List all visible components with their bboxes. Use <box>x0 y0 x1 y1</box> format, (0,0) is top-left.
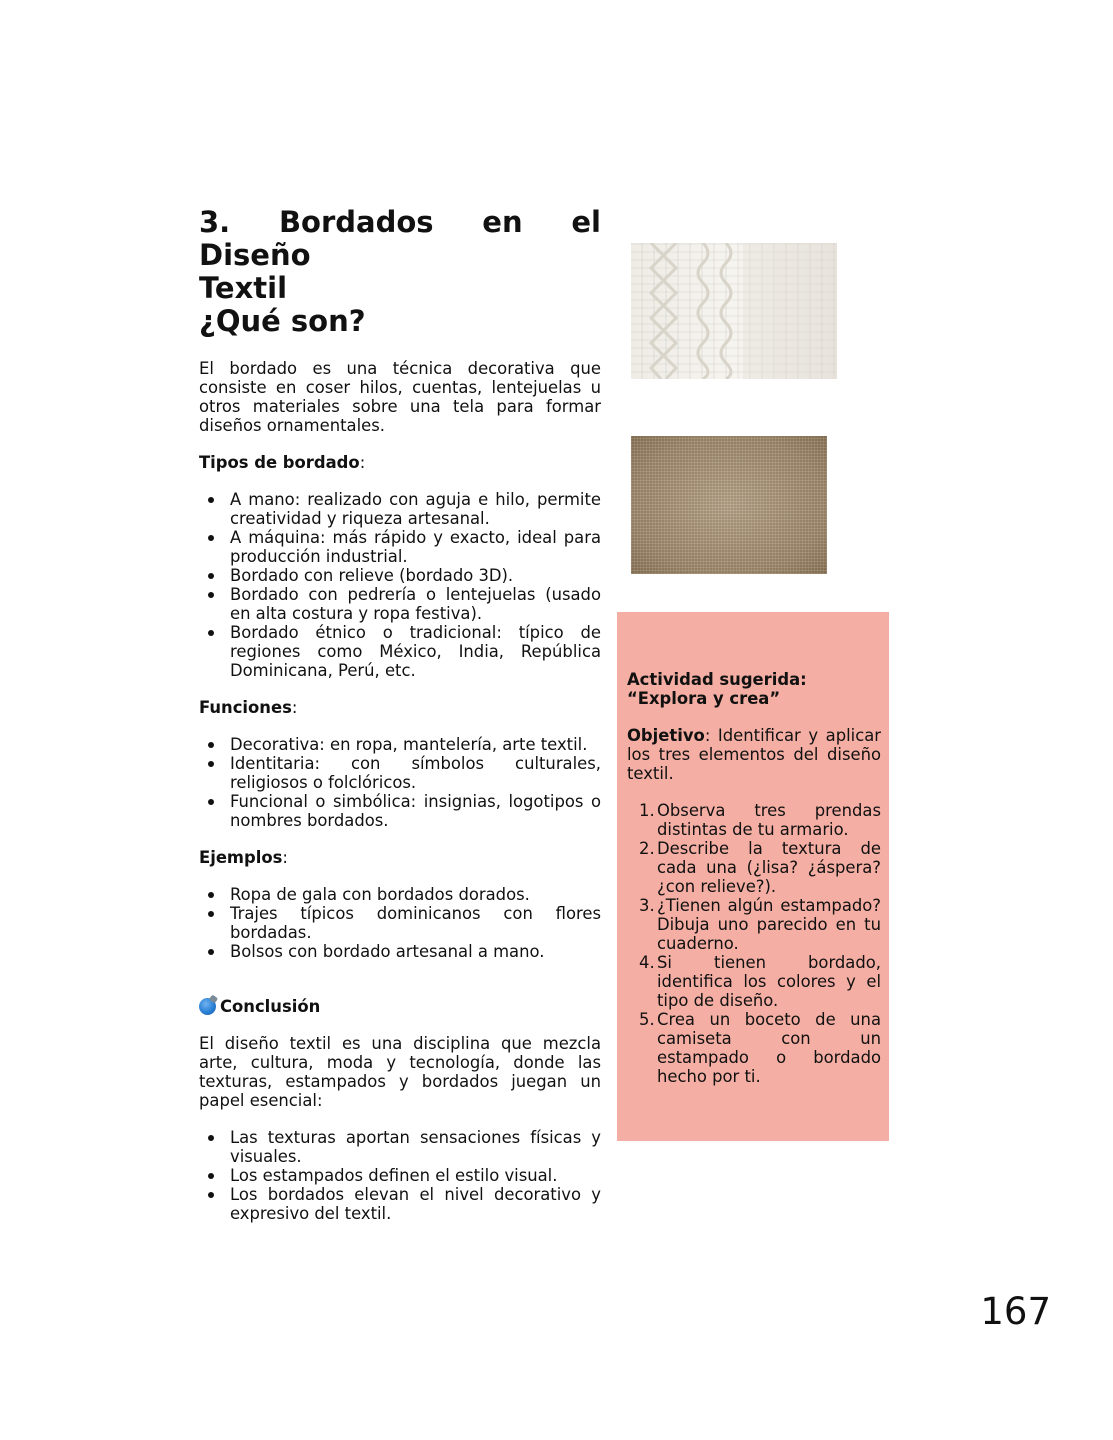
list-item: A mano: realizado con aguja e hilo, permite creatividad y riqueza artesanal. <box>230 490 601 528</box>
list-item: Bordado con pedrería o lentejuelas (usado en alta costura y ropa festiva). <box>230 585 601 623</box>
funciones-heading-label: Funciones <box>199 698 292 717</box>
activity-title: Actividad sugerida: “Explora y crea” <box>627 670 807 708</box>
funciones-heading: Funciones: <box>199 698 298 717</box>
conclusion-paragraph: El diseño textil es una disciplina que mezcla arte, cultura, moda y tecnología, donde las texturas, estampados y bordados juegan un papel esencial: <box>199 1034 601 1110</box>
tipos-heading-label: Tipos de bordado <box>199 453 360 472</box>
list-item: Ropa de gala con bordados dorados. <box>230 885 601 904</box>
knit-texture-image <box>631 243 837 379</box>
globe-icon <box>199 998 216 1015</box>
ejemplos-list <box>199 885 601 961</box>
section-title <box>199 206 601 338</box>
ejemplos-heading-label: Ejemplos <box>199 848 283 867</box>
list-item: Bordado étnico o tradicional: típico de regiones como México, India, República Dominicana, Perú, etc. <box>230 623 601 680</box>
list-item: ¿Tienen algún estampado? Dibuja uno parecido en tu cuaderno. <box>657 896 881 953</box>
knit-pattern <box>631 243 837 379</box>
conclusion-list <box>199 1128 601 1223</box>
funciones-list <box>199 735 601 830</box>
tipos-list <box>199 490 601 680</box>
list-item: A máquina: más rápido y exacto, ideal para producción industrial. <box>230 528 601 566</box>
ejemplos-heading: Ejemplos: <box>199 848 288 867</box>
activity-box <box>617 612 889 1141</box>
list-item: Describe la textura de cada una (¿lisa? ¿áspera? ¿con relieve?). <box>657 839 881 896</box>
list-item: Los estampados definen el estilo visual. <box>230 1166 601 1185</box>
list-item: Las texturas aportan sensaciones físicas y visuales. <box>230 1128 601 1166</box>
tipos-heading: Tipos de bordado: <box>199 453 366 472</box>
list-item: Funcional o simbólica: insignias, logotipos o nombres bordados. <box>230 792 601 830</box>
list-item: Trajes típicos dominicanos con flores bordadas. <box>230 904 601 942</box>
list-item: Los bordados elevan el nivel decorativo y expresivo del textil. <box>230 1185 601 1223</box>
list-item: Bordado con relieve (bordado 3D). <box>230 566 601 585</box>
main-column <box>199 206 601 1241</box>
objective-label: Objetivo <box>627 726 705 745</box>
list-item: Identitaria: con símbolos culturales, religiosos o folclóricos. <box>230 754 601 792</box>
activity-objective <box>627 726 881 783</box>
linen-texture-image <box>631 436 827 574</box>
list-item: Bolsos con bordado artesanal a mano. <box>230 942 601 961</box>
conclusion-heading-label: Conclusión <box>220 997 321 1016</box>
objective-text: : Identificar y aplicar los tres elementos del diseño textil. <box>627 726 881 783</box>
intro-paragraph: El bordado es una técnica decorativa que consiste en coser hilos, cuentas, lentejuelas u otros materiales sobre una tela para formar diseños ornamentales. <box>199 359 601 435</box>
list-item: Decorativa: en ropa, mantelería, arte textil. <box>230 735 601 754</box>
activity-steps <box>627 801 881 1086</box>
conclusion-heading <box>199 997 601 1016</box>
title-line-1: 3. Bordados en el Diseño <box>199 205 601 272</box>
title-line-3: ¿Qué son? <box>199 304 366 338</box>
title-line-2: Textil <box>199 271 288 305</box>
list-item: Observa tres prendas distintas de tu armario. <box>657 801 881 839</box>
list-item: Si tienen bordado, identifica los colores y el tipo de diseño. <box>657 953 881 1010</box>
page-number: 167 <box>980 1290 1051 1333</box>
list-item: Crea un boceto de una camiseta con un estampado o bordado hecho por ti. <box>657 1010 881 1086</box>
